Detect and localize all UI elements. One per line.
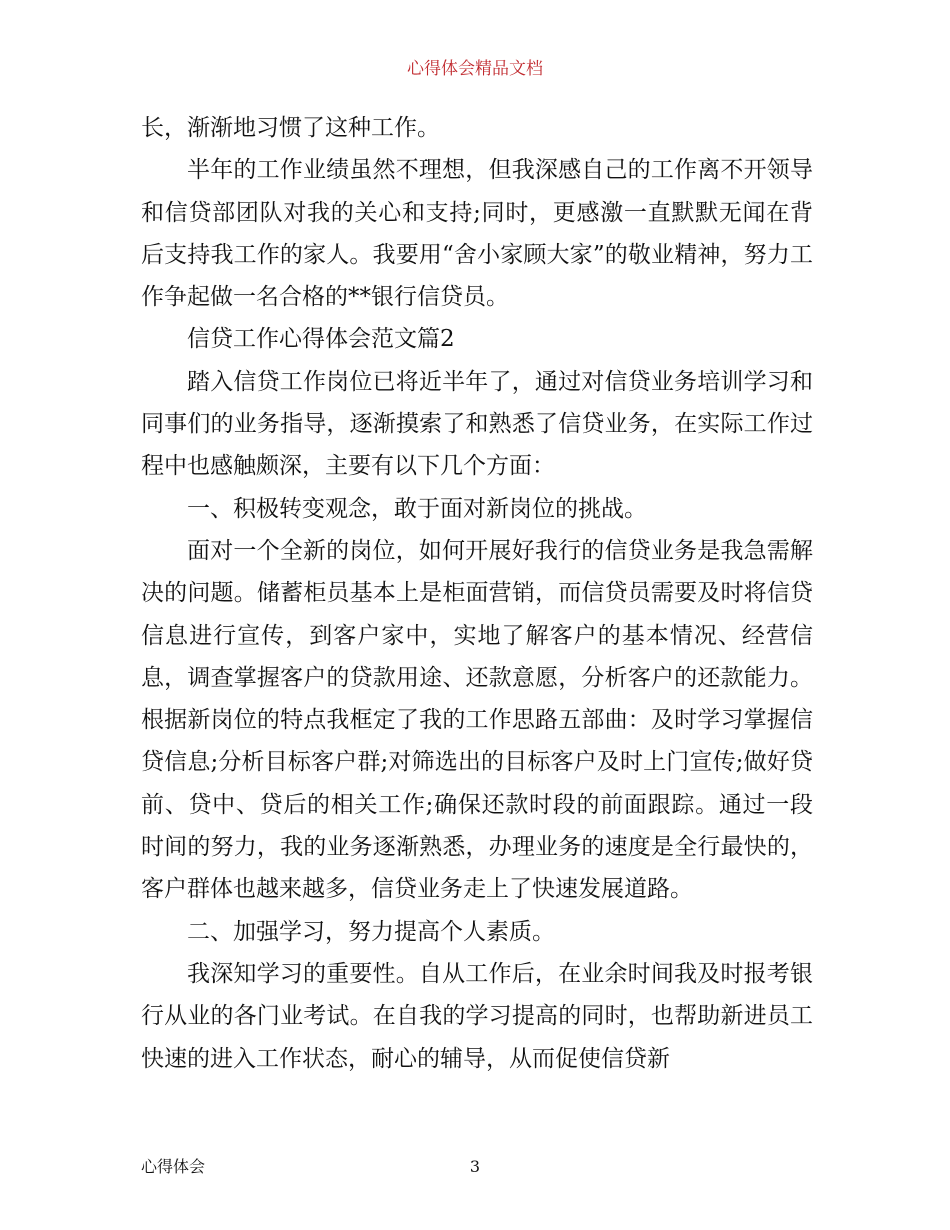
document-body [141,107,813,1080]
paragraph-1: 长，渐渐地习惯了这种工作。 [141,115,440,141]
section-title: 信贷工作心得体会范文篇2 [187,326,455,353]
paragraph-5: 我深知学习的重要性。自从工作后，在业余时间我及时报考银行从业的各门业考试。在自我的学习提高的同时，也帮助新进员工快速的进入工作状态，耐心的辅导，从而促使信贷新 [141,960,813,1072]
paragraph-3: 踏入信贷工作岗位已将近半年了，通过对信贷业务培训学习和同事们的业务指导，逐渐摸索了和熟悉了信贷业务，在实际工作过程中也感触颇深，主要有以下几个方面： [141,368,813,480]
paragraph-4: 面对一个全新的岗位，如何开展好我行的信贷业务是我急需解决的问题。储蓄柜员基本上是柜面营销，而信贷员需要及时将信贷信息进行宣传，到客户家中，实地了解客户的基本情况、经营信息，调查掌握客户的贷款用途、还款意愿，分析客户的还款能力。根据新岗位的特点我框定了我的工作思路五部曲：及时学习掌握信贷信息;分析目标客户群;对筛选出的目标客户及时上门宣传;做好贷前、贷中、贷后的相关工作;确保还款时段的前面跟踪。通过一段时间的努力，我的业务逐渐熟悉，办理业务的速度是全行最快的，客户群体也越来越多，信贷业务走上了快速发展道路。 [141,537,813,903]
paragraph-2: 半年的工作业绩虽然不理想，但我深感自己的工作离不开领导和信贷部团队对我的关心和支持;同时，更感激一直默默无闻在背后支持我工作的家人。我要用“舍小家顾大家”的敬业精神，努力工作争起做一名合格的**银行信贷员。 [141,157,813,311]
page-number: 3 [469,1157,481,1176]
footer-label: 心得体会 [141,1157,206,1176]
page-header-title: 心得体会精品文档 [407,59,543,79]
subheading-1: 一、积极转变观念，敢于面对新岗位的挑战。 [187,495,647,522]
subheading-2: 二、加强学习，努力提高个人素质。 [187,918,555,945]
